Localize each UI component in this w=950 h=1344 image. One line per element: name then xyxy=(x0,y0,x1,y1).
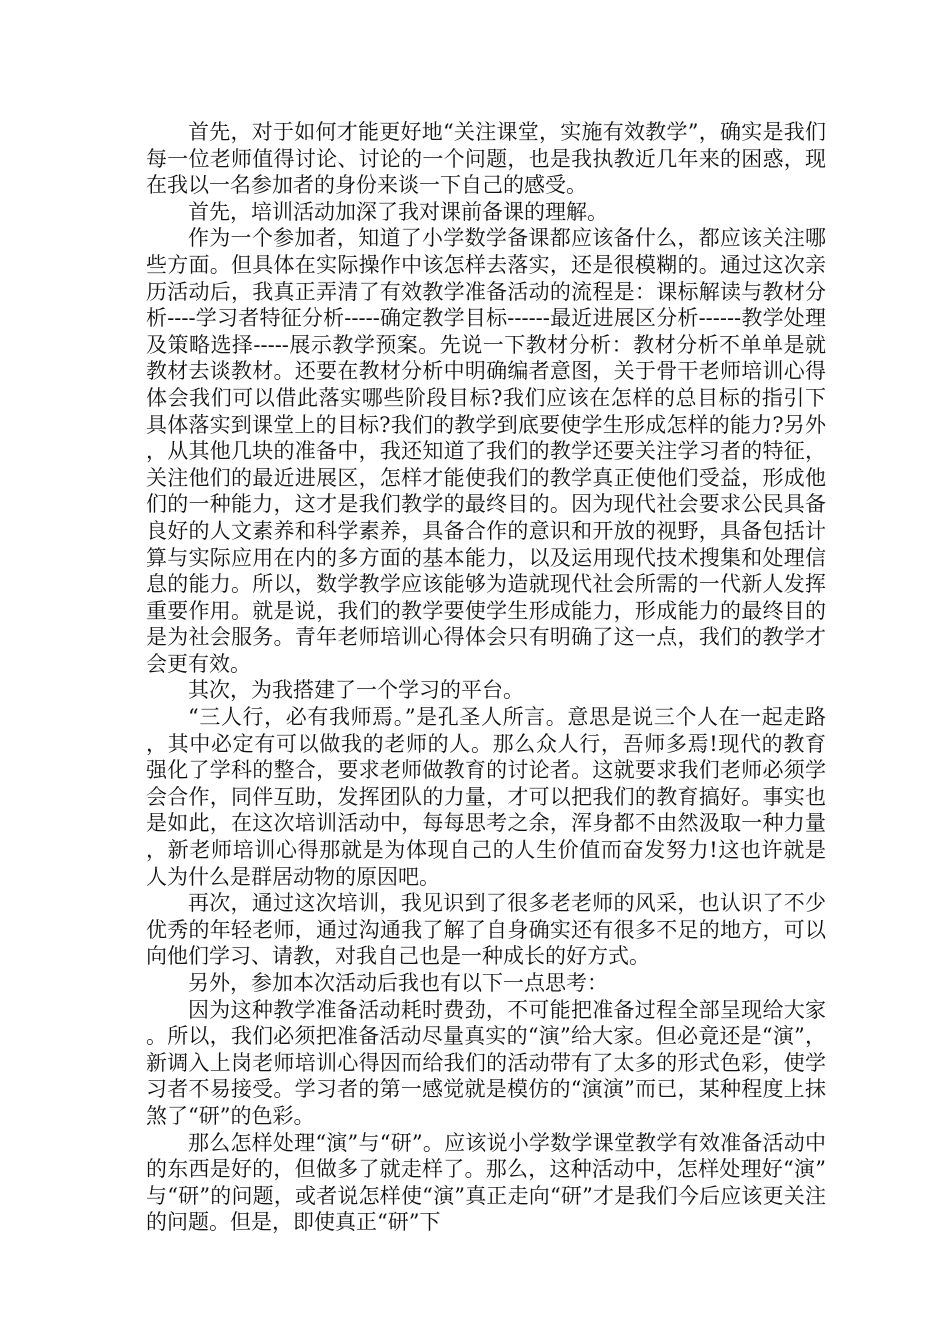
paragraph: 首先，对于如何才能更好地“关注课堂，实施有效教学”，确实是我们每一位老师值得讨论、讨论的一个问题，也是我执教近几年来的困惑，现在我以一名参加者的身份来谈一下自己的感受。 xyxy=(146,120,826,198)
document-body xyxy=(146,119,826,1236)
paragraph: 其次，为我搭建了一个学习的平台。 xyxy=(188,678,524,703)
paragraph: 再次，通过这次培训，我见识到了很多老老师的风采，也认识了不少优秀的年轻老师，通过沟通我了解了自身确实还有很多不足的地方，可以向他们学习、请教，对我自己也是一种成长的好方式。 xyxy=(146,891,826,969)
paragraph: 作为一个参加者，知道了小学数学备课都应该备什么，都应该关注哪些方面。但具体在实际操作中该怎样去落实，还是很模糊的。通过这次亲历活动后，我真正弄清了有效教学准备活动的流程是：课标解读与教材分析----学习者特征分析-----确定教学目标------最近进展区分析------教学处理及策略选择-----展示教学预案。先说一下教材分析：教材分析不单单是就教材去谈教材。还要在教材分析中明确编者意图，关于骨干老师培训心得体会我们可以借此落实哪些阶段目标?我们应该在怎样的总目标的指引下具体落实到课堂上的目标?我们的教学到底要使学生形成怎样的能力?另外，从其他几块的准备中，我还知道了我们的教学还要关注学习者的特征，关注他们的最近进展区，怎样才能使我们的教学真正使他们受益，形成他们的一种能力，这才是我们教学的最终目的。因为现代社会要求公民具备良好的人文素养和科学素养，具备合作的意识和开放的视野，具备包括计算与实际应用在内的多方面的基本能力，以及运用现代技术搜集和处理信息的能力。所以，数学教学应该能够为造就现代社会所需的一代新人发挥重要作用。就是说，我们的教学要使学生形成能力，形成能力的最终目的是为社会服务。青年老师培训心得体会只有明确了这一点，我们的教学才会更有效。 xyxy=(146,226,826,676)
paragraph: 因为这种教学准备活动耗时费劲，不可能把准备过程全部呈现给大家。所以，我们必须把准备活动尽量真实的“演”给大家。但必竟还是“演”，新调入上岗老师培训心得因而给我们的活动带有了太多的形式色彩，使学习者不易接受。学习者的第一感觉就是模仿的“演演”而已，某种程度上抹煞了“研”的色彩。 xyxy=(146,997,826,1128)
paragraph: “三人行，必有我师焉。”是孔圣人所言。意思是说三个人在一起走路，其中必定有可以做我的老师的人。那么众人行，吾师多焉!现代的教育强化了学科的整合，要求老师做教育的讨论者。这就要求我们老师必须学会合作，同伴互助，发挥团队的力量，才可以把我们的教育搞好。事实也是如此，在这次培训活动中，每每思考之余，浑身都不由然汲取一种力量，新老师培训心得那就是为体现自己的人生价值而奋发努力!这也许就是人为什么是群居动物的原因吧。 xyxy=(146,705,826,889)
paragraph: 那么怎样处理“演”与“研”。应该说小学数学课堂教学有效准备活动中的东西是好的，但做多了就走样了。那么，这种活动中，怎样处理好“演”与“研”的问题，或者说怎样使“演”真正走向“研”才是我们今后应该更关注的问题。但是，即使真正“研”下 xyxy=(146,1130,826,1235)
paragraph: 首先，培训活动加深了我对课前备课的理解。 xyxy=(188,199,608,224)
paragraph: 另外，参加本次活动后我也有以下一点思考： xyxy=(188,971,608,995)
